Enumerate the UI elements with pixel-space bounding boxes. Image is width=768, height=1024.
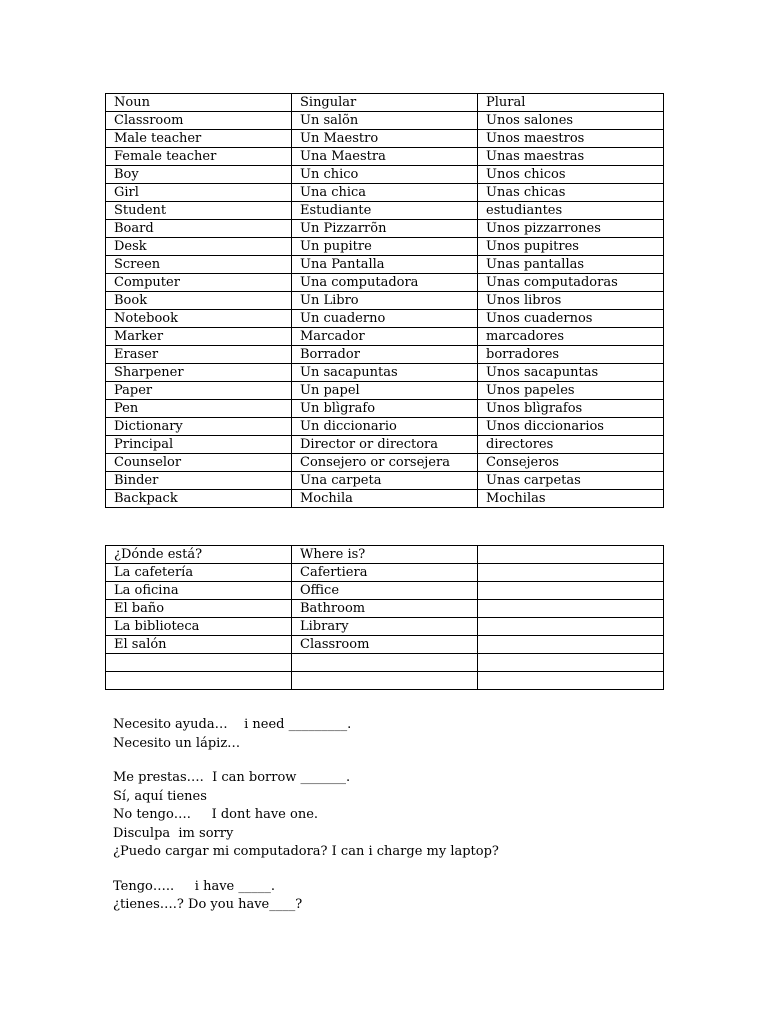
table-cell: Sharpener xyxy=(106,364,292,382)
table-cell: Borrador xyxy=(292,346,478,364)
table-cell: Un Libro xyxy=(292,292,478,310)
table-cell: Screen xyxy=(106,256,292,274)
table-cell xyxy=(478,600,664,618)
table-cell: Boy xyxy=(106,166,292,184)
table-cell: estudiantes xyxy=(478,202,664,220)
table-cell: Consejero or corsejera xyxy=(292,454,478,472)
table-cell: Unas computadoras xyxy=(478,274,664,292)
table-cell: Binder xyxy=(106,472,292,490)
table-cell: Mochila xyxy=(292,490,478,508)
table-cell: Unos diccionarios xyxy=(478,418,664,436)
table-cell: Dictionary xyxy=(106,418,292,436)
vocabulary-table xyxy=(105,93,664,508)
table-cell: Girl xyxy=(106,184,292,202)
table-cell: Un pupitre xyxy=(292,238,478,256)
table-cell: Una carpeta xyxy=(292,472,478,490)
table-cell xyxy=(478,564,664,582)
table-row xyxy=(106,400,664,418)
table-cell: Unas pantallas xyxy=(478,256,664,274)
table-cell: Library xyxy=(292,618,478,636)
table-cell: Desk xyxy=(106,238,292,256)
table-row xyxy=(106,238,664,256)
paragraph-gap xyxy=(113,753,673,769)
table-cell: El salón xyxy=(106,636,292,654)
table-cell: Student xyxy=(106,202,292,220)
table-cell: Unos cuadernos xyxy=(478,310,664,328)
phrase-line: Necesito ayuda… i need _________. xyxy=(113,717,352,732)
phrase-line: Me prestas…. I can borrow _______. xyxy=(113,770,351,785)
table-cell: Un chico xyxy=(292,166,478,184)
header-cell: ¿Dónde está? xyxy=(106,546,292,564)
phrase-line: ¿tienes….? Do you have____? xyxy=(113,897,303,912)
table-cell: Consejeros xyxy=(478,454,664,472)
table-cell: Female teacher xyxy=(106,148,292,166)
phrase-line: Disculpa im sorry xyxy=(113,825,234,841)
table-cell: Unos maestros xyxy=(478,130,664,148)
table-cell: Book xyxy=(106,292,292,310)
table-row xyxy=(106,256,664,274)
table-row xyxy=(106,274,664,292)
table-row xyxy=(106,382,664,400)
table-row xyxy=(106,220,664,238)
table-cell: Unas carpetas xyxy=(478,472,664,490)
table-cell xyxy=(106,672,292,690)
table-row xyxy=(106,130,664,148)
table-row xyxy=(106,600,664,618)
table-cell: El baño xyxy=(106,600,292,618)
table-cell: Unos libros xyxy=(478,292,664,310)
table-row xyxy=(106,564,664,582)
table-cell: La oficina xyxy=(106,582,292,600)
header-cell: Plural xyxy=(478,94,664,112)
table-cell: Estudiante xyxy=(292,202,478,220)
table-cell: Principal xyxy=(106,436,292,454)
phrase-line: Sí, aquí tienes xyxy=(113,788,207,804)
table-row xyxy=(106,112,664,130)
table-cell: Un blìgrafo xyxy=(292,400,478,418)
table-row xyxy=(106,418,664,436)
header-cell: Singular xyxy=(292,94,478,112)
table-row xyxy=(106,184,664,202)
table-cell: La cafetería xyxy=(106,564,292,582)
header-cell: Where is? xyxy=(292,546,478,564)
table-cell: borradores xyxy=(478,346,664,364)
table-cell: Pen xyxy=(106,400,292,418)
header-cell: Noun xyxy=(106,94,292,112)
table-cell: Un sacapuntas xyxy=(292,364,478,382)
table-cell: La biblioteca xyxy=(106,618,292,636)
table-cell: Marker xyxy=(106,328,292,346)
table-row xyxy=(106,672,664,690)
table-cell: directores xyxy=(478,436,664,454)
table-cell: Un Pizzarrõn xyxy=(292,220,478,238)
phrase-line: Necesito un lápiz… xyxy=(113,735,241,751)
table-cell: Male teacher xyxy=(106,130,292,148)
table-row xyxy=(106,364,664,382)
table-cell xyxy=(478,618,664,636)
table-header-row xyxy=(106,546,664,564)
table-row xyxy=(106,202,664,220)
table-cell: Unos papeles xyxy=(478,382,664,400)
table-cell: Una computadora xyxy=(292,274,478,292)
table-header-row xyxy=(106,94,664,112)
table-cell: Una chica xyxy=(292,184,478,202)
table-cell: Eraser xyxy=(106,346,292,364)
table-cell: Unos pizzarrones xyxy=(478,220,664,238)
phrase-line: ¿Puedo cargar mi computadora? I can i charge my laptop? xyxy=(113,844,499,859)
table-cell xyxy=(292,672,478,690)
table-cell: Classroom xyxy=(106,112,292,130)
table-cell: Classroom xyxy=(292,636,478,654)
table-cell: Unas maestras xyxy=(478,148,664,166)
table-cell: Una Maestra xyxy=(292,148,478,166)
table-cell: Un salõn xyxy=(292,112,478,130)
table-cell: Unas chicas xyxy=(478,184,664,202)
table-cell: Bathroom xyxy=(292,600,478,618)
table-row xyxy=(106,636,664,654)
table-cell xyxy=(478,672,664,690)
table-cell: Unos chicos xyxy=(478,166,664,184)
paragraph-gap xyxy=(113,862,673,878)
table-cell: Notebook xyxy=(106,310,292,328)
table-row xyxy=(106,654,664,672)
table-cell: Unos pupitres xyxy=(478,238,664,256)
table-row xyxy=(106,148,664,166)
table-cell: Un Maestro xyxy=(292,130,478,148)
header-cell xyxy=(478,546,664,564)
table-cell: Director or directora xyxy=(292,436,478,454)
table-cell xyxy=(478,636,664,654)
table-row xyxy=(106,166,664,184)
table-cell: Unos blìgrafos xyxy=(478,400,664,418)
phrase-notes xyxy=(113,716,673,915)
phrase-line: Tengo….. i have _____. xyxy=(113,878,276,894)
table-row xyxy=(106,346,664,364)
table-cell: Mochilas xyxy=(478,490,664,508)
table-row xyxy=(106,310,664,328)
table-cell: Backpack xyxy=(106,490,292,508)
table-row xyxy=(106,292,664,310)
table-cell: Unos sacapuntas xyxy=(478,364,664,382)
table-cell: Office xyxy=(292,582,478,600)
table-cell: Computer xyxy=(106,274,292,292)
table-cell: marcadores xyxy=(478,328,664,346)
table-row xyxy=(106,472,664,490)
table-cell: Marcador xyxy=(292,328,478,346)
table-cell: Unos salones xyxy=(478,112,664,130)
table-row xyxy=(106,328,664,346)
table-row xyxy=(106,436,664,454)
table-cell xyxy=(292,654,478,672)
table-cell: Una Pantalla xyxy=(292,256,478,274)
table-row xyxy=(106,454,664,472)
table-cell: Board xyxy=(106,220,292,238)
table-cell xyxy=(106,654,292,672)
table-cell: Un cuaderno xyxy=(292,310,478,328)
table-row xyxy=(106,490,664,508)
table-row xyxy=(106,582,664,600)
table-cell xyxy=(478,654,664,672)
table-cell: Paper xyxy=(106,382,292,400)
table-cell: Cafertiera xyxy=(292,564,478,582)
table-cell: Un diccionario xyxy=(292,418,478,436)
where-is-table xyxy=(105,545,664,690)
phrase-line: No tengo…. I dont have one. xyxy=(113,807,319,822)
table-cell: Un papel xyxy=(292,382,478,400)
table-row xyxy=(106,618,664,636)
table-cell: Counselor xyxy=(106,454,292,472)
table-cell xyxy=(478,582,664,600)
